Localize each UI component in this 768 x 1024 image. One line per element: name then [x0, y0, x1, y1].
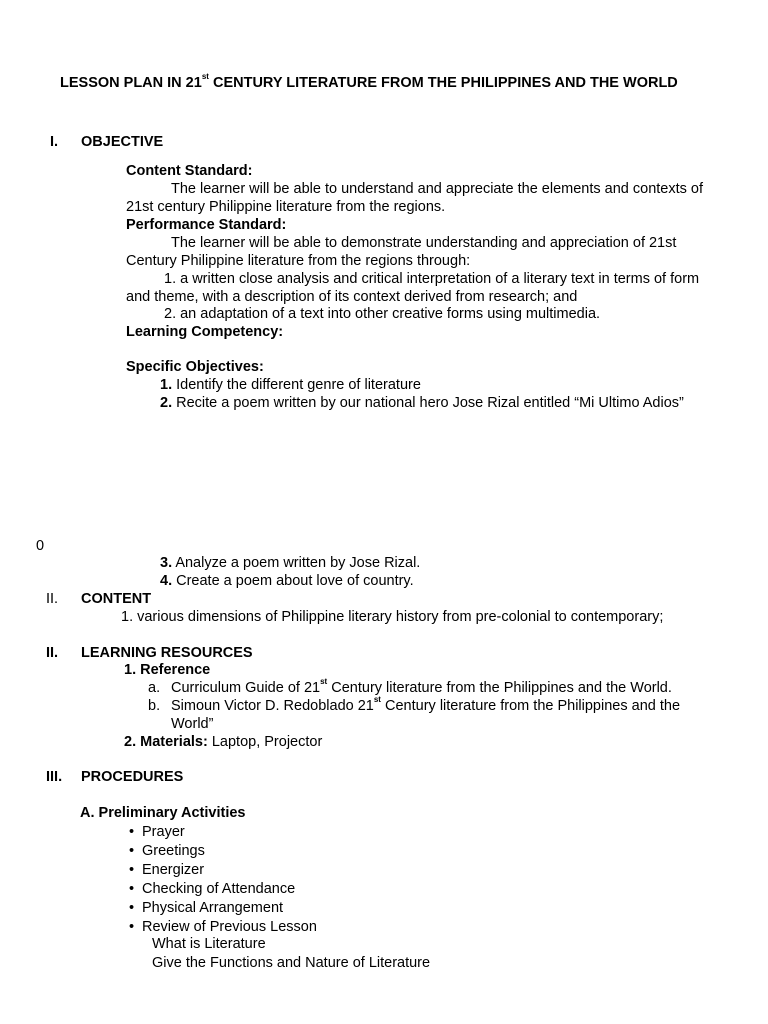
bullet-item: • Checking of Attendance [142, 880, 295, 898]
specific-objectives-label: Specific Objectives: [126, 359, 264, 375]
bullet-item: • Energizer [142, 861, 204, 879]
section-heading-content: CONTENT [81, 591, 152, 607]
title-text: LESSON PLAN IN 21 [60, 75, 202, 91]
preliminary-activities-label: A. Preliminary Activities [80, 805, 246, 821]
document-title [60, 74, 678, 92]
performance-standard-text-line3: 1. a written close analysis and critical interpretation of a literary text in terms of form [164, 271, 700, 287]
reference-text-continued: Century literature from the Philippines and the [380, 698, 681, 714]
content-standard-label: Content Standard: [126, 163, 253, 179]
reference-text: Simoun Victor D. Redoblado 21 [171, 698, 374, 714]
materials-label: 2. Materials: [124, 734, 208, 750]
reference-item-b [171, 697, 680, 715]
objective-text: Create a poem about love of country. [172, 573, 414, 589]
section-number-content: II. [46, 591, 59, 607]
title-superscript: st [201, 72, 209, 81]
objective-text: Identify the different genre of literature [172, 377, 421, 393]
objective-text: Analyze a poem written by Jose Rizal. [172, 555, 421, 571]
content-standard-text-line2: 21st century Philippine literature from the regions. [126, 199, 446, 215]
objective-item-2 [160, 394, 684, 412]
materials-item [124, 733, 322, 751]
reference-item-a [171, 679, 672, 697]
reference-label: 1. Reference [124, 662, 211, 678]
objective-number: 3. [160, 555, 173, 571]
bullet-item: • Review of Previous Lesson [142, 918, 317, 936]
reference-superscript: st [320, 677, 328, 686]
objective-item-4 [160, 572, 414, 590]
title-text-continued: CENTURY LITERATURE FROM THE PHILIPPINES AND THE WORLD [208, 75, 678, 91]
performance-standard-label: Performance Standard: [126, 217, 287, 233]
performance-standard-text-line1: The learner will be able to demonstrate understanding and appreciation of 21st [171, 235, 677, 251]
content-standard-text-line1: The learner will be able to understand and appreciate the elements and contexts of [171, 181, 704, 197]
objective-text: Recite a poem written by our national hero Jose Rizal entitled “Mi Ultimo Adios” [172, 395, 684, 411]
objective-number: 1. [160, 377, 173, 393]
stray-zero-text: 0 [36, 538, 45, 554]
section-number-learning-resources: II. [46, 645, 59, 661]
section-number-procedures: III. [46, 769, 63, 785]
reference-item-a-letter: a. [148, 680, 161, 696]
review-question-1: What is Literature [152, 936, 266, 952]
content-item: 1. various dimensions of Philippine literary history from pre-colonial to contemporary; [121, 609, 664, 625]
bullet-item: • Physical Arrangement [142, 899, 283, 917]
performance-standard-text-line5: 2. an adaptation of a text into other creative forms using multimedia. [164, 306, 601, 322]
review-question-2: Give the Functions and Nature of Literature [152, 955, 431, 971]
objective-number: 2. [160, 395, 173, 411]
materials-text: Laptop, Projector [207, 734, 323, 750]
bullet-item: • Prayer [142, 823, 185, 841]
section-heading-objective: OBJECTIVE [81, 134, 164, 150]
section-heading-learning-resources: LEARNING RESOURCES [81, 645, 253, 661]
performance-standard-text-line2: Century Philippine literature from the regions through: [126, 253, 471, 269]
reference-text: Curriculum Guide of 21 [171, 680, 321, 696]
performance-standard-text-line4: and theme, with a description of its context derived from research; and [126, 289, 578, 305]
reference-text-continued: Century literature from the Philippines and the World. [327, 680, 672, 696]
objective-number: 4. [160, 573, 173, 589]
bullet-item: • Greetings [142, 842, 205, 860]
reference-item-b-letter: b. [148, 698, 161, 714]
learning-competency-label: Learning Competency: [126, 324, 284, 340]
reference-superscript: st [373, 695, 381, 704]
section-heading-procedures: PROCEDURES [81, 769, 184, 785]
objective-item-3 [160, 554, 420, 572]
section-number-objective: I. [50, 134, 59, 150]
reference-item-b-line2: World” [171, 716, 214, 732]
objective-item-1 [160, 376, 421, 394]
